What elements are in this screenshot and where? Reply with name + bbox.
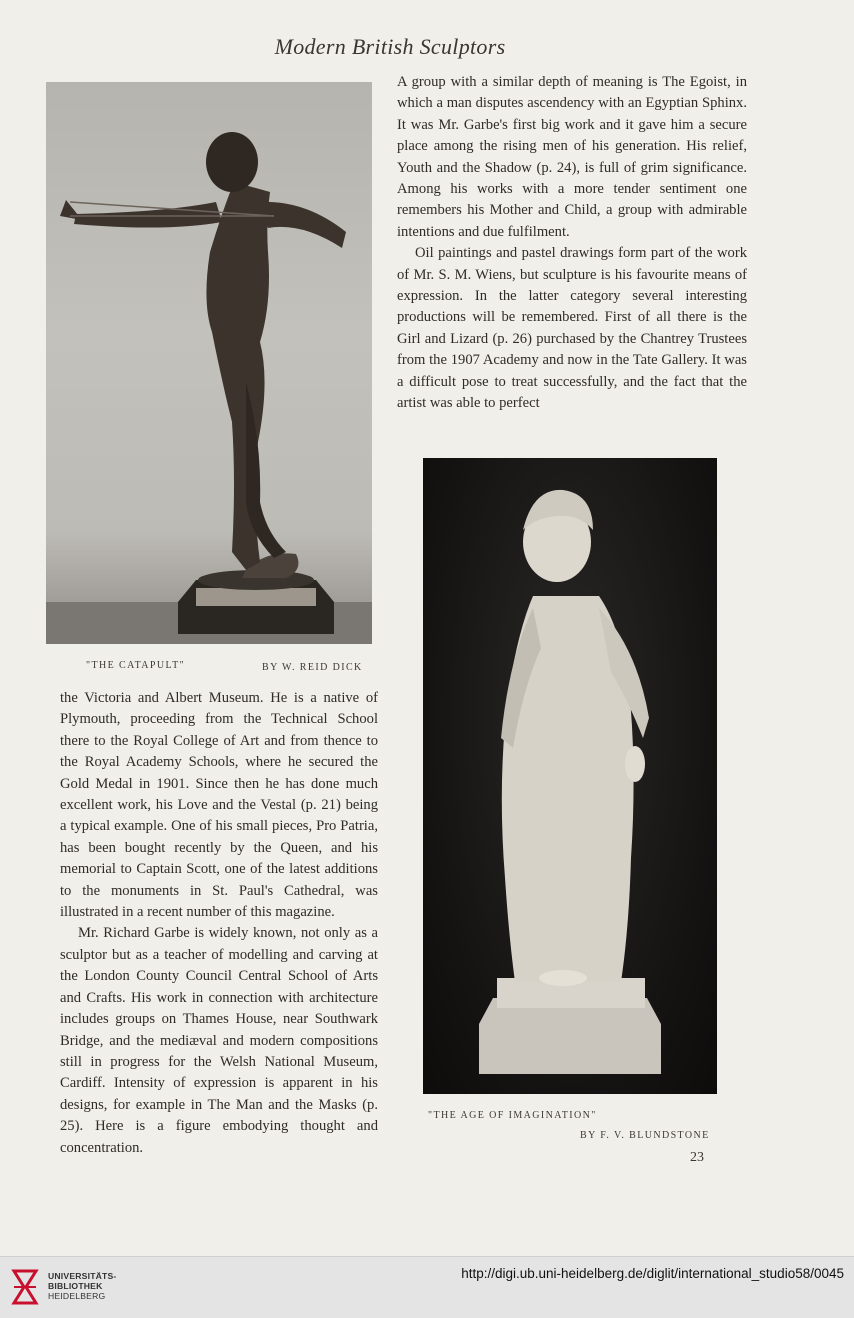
library-line-1: UNIVERSITÄTS-: [48, 1271, 117, 1281]
paragraph-egoist: A group with a similar depth of meaning is The Egoist, in which a man disputes ascendency with an Egyptian Sphinx. It was Mr. Garbe's first big work and it gave him a secure place among the rising men of his generation. His relief, Youth and the Shadow (p. 24), is full of grim significance. Among his works with a more tender sentiment one remembers his Mother and Child, a group with admirable intentions and due fulfilment.: [397, 74, 747, 240]
paragraph-wiens: Oil paintings and pastel drawings form part of the work of Mr. S. M. Wiens, but sculpture is his favourite means of expression. In the latter category several interesting productions will be remembered. First of all there is the Girl and Lizard (p. 26) purchased by the Chantrey Trustees from the 1907 Academy and now in the Tate Gallery. It was a difficult pose to treat successfully, and the fact that the artist was able to perfect: [397, 245, 747, 412]
age-of-imagination-sculpture-figure: [423, 458, 717, 1094]
right-column-text: [397, 72, 747, 415]
paragraph-plymouth: the Victoria and Albert Museum. He is a native of Plymouth, proceeding from the Technical School there to the Royal College of Art and from thence to the Royal Academy Schools, where he secured the Gold Medal in 1901. Since then he has done much excellent work, his Love and the Vestal (p. 21) being a typical example. One of his small pieces, Pro Patria, has been bought recently by the Queen, and his memorial to Captain Scott, one of the latest additions to the monuments in St. Paul's Cathedral, was illustrated in a recent number of this magazine.: [60, 690, 378, 921]
left-column-text: [60, 688, 378, 1159]
photo-the-catapult: [46, 82, 372, 644]
library-name: [48, 1271, 117, 1301]
caption-age-title: "THE AGE OF IMAGINATION": [428, 1110, 597, 1121]
caption-age-artist: BY F. V. BLUNDSTONE: [580, 1130, 710, 1141]
running-head: Modern British Sculptors: [274, 34, 506, 59]
catapult-sculpture-figure: [46, 82, 372, 644]
caption-catapult-title: "THE CATAPULT": [86, 660, 186, 671]
library-logo-icon[interactable]: [10, 1265, 40, 1309]
digitization-footer: [0, 1256, 854, 1318]
library-line-3: HEIDELBERG: [48, 1291, 106, 1301]
page-number: 23: [690, 1150, 704, 1165]
source-url-link[interactable]: http://digi.ub.uni-heidelberg.de/diglit/international_studio58/0045: [461, 1266, 844, 1281]
library-line-2: BIBLIOTHEK: [48, 1281, 103, 1291]
caption-catapult-artist: BY W. REID DICK: [262, 662, 363, 673]
paragraph-garbe: Mr. Richard Garbe is widely known, not only as a sculptor but as a teacher of modelling and carving at the London County Council Central School of Arts and Crafts. His work in connection with architecture includes groups on Thames House, near Southwark Bridge, and the mediæval and modern compositions still in progress for the Welsh National Museum, Cardiff. Intensity of expression is apparent in his designs, for example in The Man and the Masks (p. 25). Here is a figure embodying thought and concentration.: [60, 925, 378, 1156]
photo-the-age-of-imagination: [423, 458, 717, 1094]
